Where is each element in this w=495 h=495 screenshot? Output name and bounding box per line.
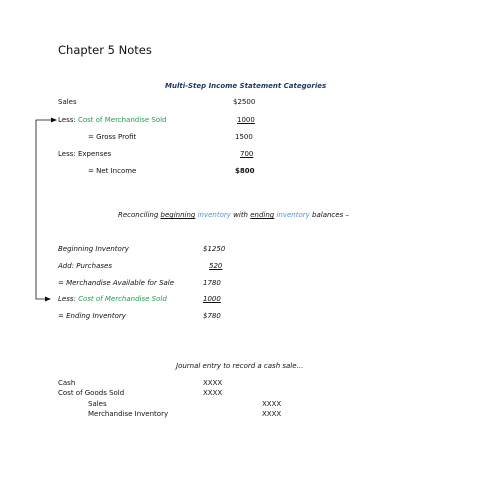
reconcile-heading-part: Reconciling <box>118 211 161 219</box>
gross-profit-value: 1500 <box>235 133 253 141</box>
reconcile-heading-balances: balances – <box>309 211 349 219</box>
reconcile-heading-with: with <box>230 211 251 219</box>
journal-heading: Journal entry to record a cash sale… <box>176 362 304 370</box>
connector-line <box>36 120 56 299</box>
journal-cash-debit: XXXX <box>203 379 223 387</box>
beginning-inventory-label: Beginning Inventory <box>58 245 129 253</box>
reconcile-heading-beginning: beginning <box>160 211 196 219</box>
arrowhead-top <box>51 118 57 123</box>
sales-value: $2500 <box>233 98 256 106</box>
journal-cogs-debit: XXXX <box>203 389 223 397</box>
cogs-inventory-highlight: Cost of Merchandise Sold <box>78 295 167 303</box>
expenses-value: 700 <box>240 150 254 158</box>
income-statement-heading: Multi-Step Income Statement Categories <box>165 82 327 90</box>
merch-available-label: = Merchandise Available for Sale <box>58 279 175 287</box>
reconcile-heading-inventory-1: inventory <box>195 211 231 219</box>
net-income-label: = Net Income <box>88 167 137 175</box>
cogs-inventory-prefix: Less: <box>58 295 79 303</box>
purchases-value: 520 <box>209 262 223 270</box>
reconcile-heading-ending: ending <box>250 211 275 219</box>
gross-profit-label: = Gross Profit <box>88 133 137 141</box>
journal-cogs-label: Cost of Goods Sold <box>58 389 125 397</box>
cogs-label-highlight: Cost of Merchandise Sold <box>77 116 167 124</box>
arrowhead-bottom <box>45 297 51 302</box>
purchases-label: Add: Purchases <box>58 262 112 270</box>
document-title: Chapter 5 Notes <box>58 43 152 57</box>
sales-label: Sales <box>58 98 77 106</box>
journal-sales-credit: XXXX <box>262 400 282 408</box>
ending-inventory-label: = Ending Inventory <box>58 312 126 320</box>
cogs-label-prefix: Less: <box>58 116 78 124</box>
beginning-inventory-value: $1250 <box>203 245 226 253</box>
reconcile-heading-inventory-2: inventory <box>274 211 310 219</box>
journal-inventory-label: Merchandise Inventory <box>88 410 169 418</box>
journal-inventory-credit: XXXX <box>262 410 282 418</box>
cogs-value: 1000 <box>237 116 255 124</box>
journal-sales-label: Sales <box>88 400 107 408</box>
ending-inventory-value: $780 <box>203 312 221 320</box>
expenses-label: Less: Expenses <box>58 150 112 158</box>
merch-available-value: 1780 <box>203 279 221 287</box>
net-income-value: $800 <box>235 167 255 175</box>
cogs-inventory-value: 1000 <box>203 295 221 303</box>
journal-cash-label: Cash <box>58 379 76 387</box>
